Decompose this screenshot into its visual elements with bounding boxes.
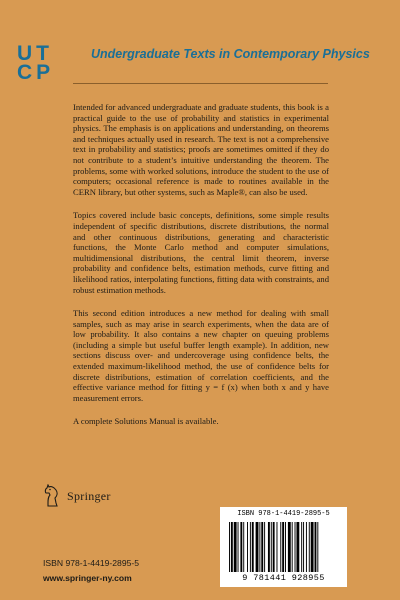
logo-line-2	[17, 63, 75, 82]
paragraph-1: Intended for advanced undergraduate and graduate students, this book is a practical guide to the use of probability and statistics in experimental physics. The emphasis is on applications and understanding, on theorems and techniques actually used in research. The text is not a comprehensive text in probability and statistics; proofs are sometimes omitted if they do not contribute to a student’s intuitive understanding the theorem. The problems, some with worked solutions, introduce the student to the use of computers; occasional reference is made to routines available in the CERN library, but other systems, such as Maple®, can also be used.	[73, 102, 329, 197]
barcode-bar	[303, 522, 304, 572]
barcode-bar	[315, 522, 317, 572]
barcode-bar	[264, 522, 265, 572]
barcode-bar	[243, 522, 244, 572]
paragraph-2: Topics covered include basic concepts, definitions, some simple results independent of specific distributions, discrete distributions, the normal and other continuous distributions, generating and characteristic functions, the Monte Carlo method and computer simulations, multidimensional distributions, the central limit theorem, inverse probability and confidence belts, estimation methods, curve fitting and likelihood ratios, interpolating functions, fitting data with constraints, and robust estimation methods.	[73, 210, 329, 295]
barcode-bar	[311, 522, 314, 572]
publisher-website[interactable]: www.springer-ny.com	[43, 573, 132, 583]
logo-line-1-text: UT	[17, 42, 53, 65]
publisher-block	[43, 484, 111, 508]
springer-chess-knight-icon	[43, 484, 61, 508]
barcode-bar	[268, 522, 270, 572]
barcode-bars	[227, 522, 340, 572]
barcode-bar	[301, 522, 302, 572]
barcode	[220, 507, 347, 587]
barcode-bar	[309, 522, 310, 572]
paragraph-3: This second edition introduces a new method for dealing with small samples, such as may arise in search experiments, when the data are of low probability. It also contains a new chapter on queuing problems (including a simple but useful buffer length example). In addition, new sections discuss over- and undercoverage using confidence belts, the extended maximum-likelihood method, the use of confidence belts for discrete distributions, estimation of correlation coefficients, and the effective variance method for fitting y = f (x) when both x and y have measurement errors.	[73, 308, 329, 403]
isbn-block	[43, 558, 139, 583]
barcode-bar	[306, 522, 307, 572]
barcode-bar	[271, 522, 272, 572]
barcode-bar	[277, 522, 278, 572]
barcode-bar	[296, 522, 299, 572]
barcode-bar	[317, 522, 318, 572]
barcode-bar	[250, 522, 251, 572]
barcode-bar	[280, 522, 281, 572]
logo-line-2-text: CP	[17, 61, 55, 84]
barcode-bar	[295, 522, 296, 572]
barcode-bar	[234, 522, 237, 572]
barcode-bar	[282, 522, 284, 572]
barcode-bar	[252, 522, 254, 572]
isbn-label: ISBN 978-1-4419-2895-5	[43, 558, 140, 568]
barcode-bar	[292, 522, 293, 572]
header-divider	[73, 83, 328, 84]
barcode-bar	[261, 522, 263, 572]
series-title: Undergraduate Texts in Contemporary Physics	[91, 47, 370, 61]
barcode-bar	[240, 522, 242, 572]
barcode-bar	[285, 522, 286, 572]
barcode-digits: 9 781441 928955	[242, 573, 325, 583]
series-header	[17, 44, 370, 82]
publisher-name: Springer	[67, 488, 111, 503]
barcode-bar	[256, 522, 259, 572]
barcode-bar	[259, 522, 260, 572]
barcode-isbn-label: ISBN 978-1-4419-2895-5	[237, 510, 330, 518]
blurb-text	[73, 102, 329, 440]
barcode-bar	[231, 522, 233, 572]
barcode-bar	[273, 522, 275, 572]
barcode-bar	[247, 522, 248, 572]
series-logo	[17, 44, 75, 82]
paragraph-4: A complete Solutions Manual is available.	[73, 416, 219, 427]
barcode-bar	[229, 522, 230, 572]
barcode-bar	[288, 522, 291, 572]
barcode-bar	[238, 522, 239, 572]
